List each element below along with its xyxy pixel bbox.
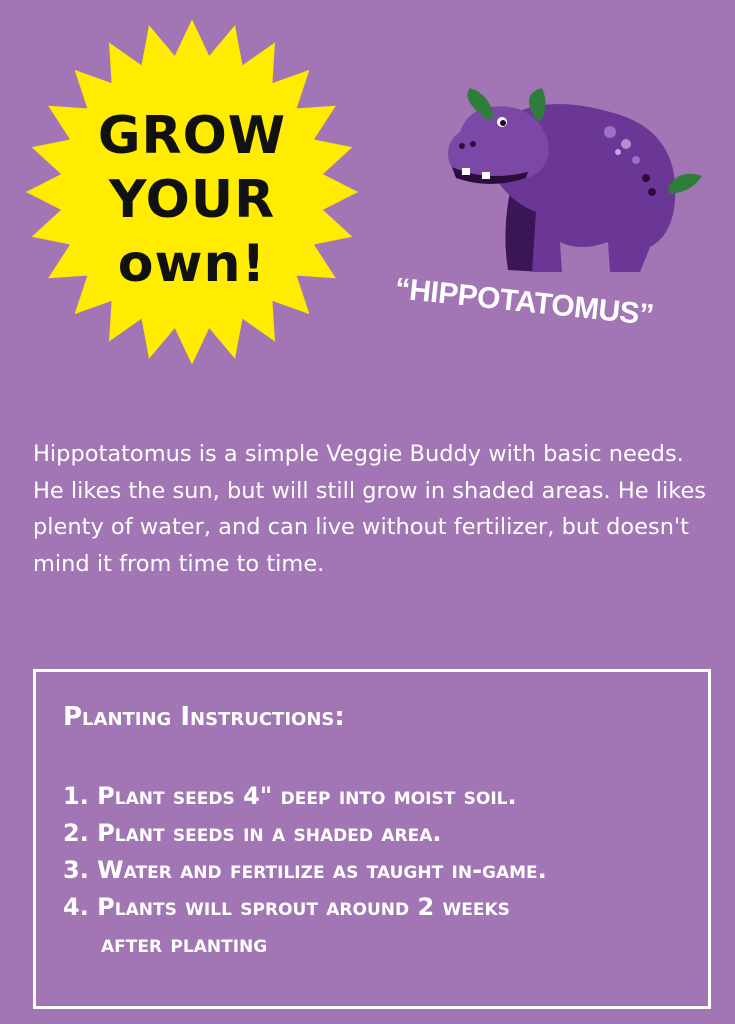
badge-line-3: own! [117,234,267,294]
spot [621,139,631,149]
hippotatomus-illustration [440,82,705,282]
badge-line-2: YOUR [108,170,276,230]
instruction-step: 3. Water and fertilize as taught in-game. [63,856,547,884]
character-name: “HIPPOTATOMUS” [393,272,656,333]
grow-your-own-badge [26,18,358,366]
instruction-step-continuation: after planting [101,930,268,958]
spot [632,156,640,164]
tooth [462,168,470,175]
spot [642,174,650,182]
badge-line-1: GROW [97,106,287,166]
character-description: Hippotatomus is a simple Veggie Buddy with basic needs. He likes the sun, but will still grow in shaded areas. He likes plenty of water, and can live without fertilizer, but doesn't mind it from time to time. [33,441,707,577]
tooth [482,172,490,179]
spot [604,126,616,138]
instruction-step: 2. Plant seeds in a shaded area. [63,819,442,847]
planting-instructions-box [33,669,711,1009]
badge-text [26,104,358,296]
nostril [470,141,476,147]
pupil [500,120,506,126]
instruction-step: 1. Plant seeds 4" deep into moist soil. [63,782,517,810]
instructions-list [63,778,703,963]
nostril [459,143,465,149]
spot [648,188,656,196]
spot [615,149,621,155]
instruction-step: 4. Plants will sprout around 2 weeks [63,893,510,921]
instructions-title: Planting Instructions: [63,702,345,732]
